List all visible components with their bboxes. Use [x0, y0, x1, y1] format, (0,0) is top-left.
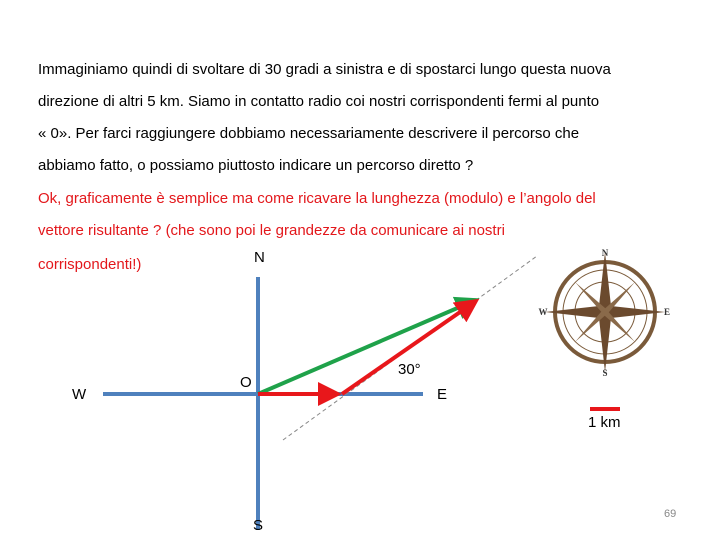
text-line-4: abbiamo fatto, o possiamo piuttosto indicare un percorso diretto ?: [38, 157, 474, 174]
page-number: 69: [664, 508, 677, 520]
question-line-3: corrispondenti!): [38, 256, 142, 273]
text-line-3: « 0». Per farci raggiungere dobbiamo necessariamente descrivere il percorso che: [38, 125, 580, 142]
svg-text:S: S: [602, 368, 608, 378]
compass-rose-icon: [539, 248, 671, 378]
svg-text:N: N: [601, 248, 609, 258]
label-north: N: [254, 249, 265, 266]
svg-text:W: W: [538, 307, 548, 317]
label-angle: 30°: [398, 361, 421, 378]
question-line-1: Ok, graficamente è semplice ma come ricavare la lunghezza (modulo) e l’angolo del: [38, 190, 596, 207]
resultant-vector: [258, 300, 476, 394]
scale-label: 1 km: [588, 414, 621, 431]
question-line-2: vettore risultante ? (che sono poi le grandezze da comunicare ai nostri: [38, 222, 505, 239]
svg-text:E: E: [663, 307, 671, 317]
label-south: S: [253, 517, 264, 534]
text-line-2: direzione di altri 5 km. Siamo in contatto radio coi nostri corrispondenti fermi al punto: [38, 93, 600, 110]
label-west: W: [72, 386, 87, 403]
label-origin: O: [240, 374, 252, 391]
text-line-1: Immaginiamo quindi di svoltare di 30 gradi a sinistra e di spostarci lungo questa nuova: [38, 61, 611, 78]
label-east: E: [437, 386, 448, 403]
